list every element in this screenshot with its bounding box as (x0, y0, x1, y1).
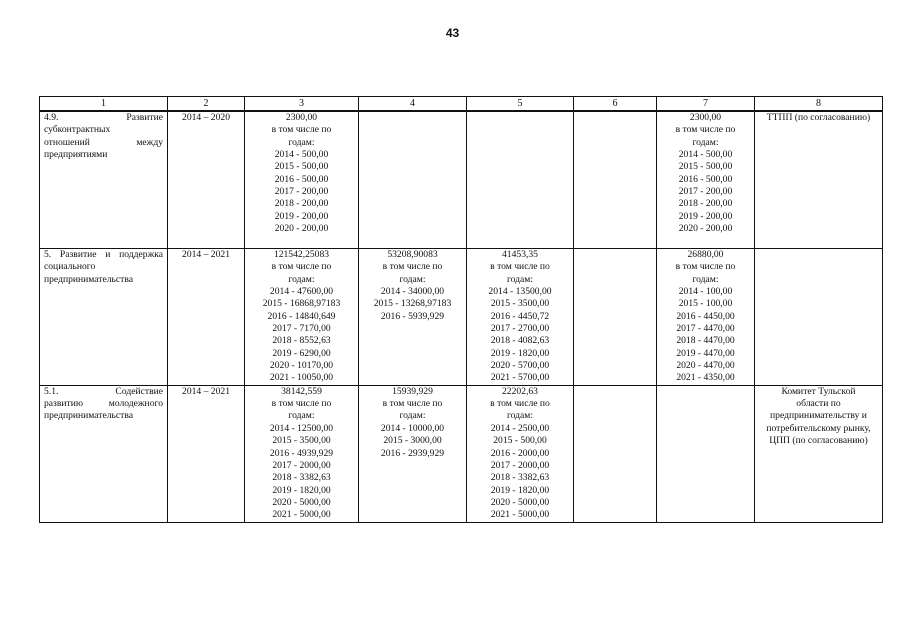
funding-line: 2015 - 500,00 (274, 161, 329, 173)
funding-line: 2019 - 200,00 (274, 210, 329, 222)
funding-line: 2021 - 10050,00 (269, 372, 334, 384)
funding-cell (245, 111, 359, 249)
executor-line: ЦПП (по согласованию) (769, 435, 868, 447)
funding-line: 2017 - 2700,00 (490, 323, 550, 335)
page-number: 43 (445, 26, 460, 40)
funding-line: в том числе по (382, 398, 443, 410)
funding-line: 2019 - 1820,00 (490, 347, 550, 359)
funding-line: в том числе по (675, 124, 736, 136)
executor-line: Комитет Тульской (781, 385, 856, 397)
funding-line: годам: (399, 410, 426, 422)
funding-cell (657, 111, 755, 249)
funding-line: 2018 - 4470,00 (676, 335, 735, 347)
executor-line: потребительскому рынку, (766, 422, 871, 434)
executor-line: предпринимательству и (770, 410, 867, 422)
funding-line: в том числе по (675, 261, 736, 273)
funding-line: 2021 - 5700,00 (490, 372, 550, 384)
activity-name-cell (40, 111, 168, 249)
funding-line: 2015 - 16868,97183 (262, 298, 341, 310)
funding-line: 2019 - 6290,00 (272, 347, 331, 359)
funding-line: годам: (506, 273, 534, 285)
funding-line: 2016 - 14840,649 (267, 310, 336, 322)
column-header: 5 (467, 97, 574, 112)
funding-cell (467, 249, 574, 386)
funding-line: 2016 - 5939,929 (380, 310, 445, 322)
funding-line: 2020 - 10170,00 (269, 360, 334, 372)
funding-line: 2016 - 4450,00 (676, 310, 735, 322)
executor-cell (755, 249, 883, 386)
funding-line: 2018 - 3382,63 (490, 472, 550, 484)
activity-name-line: предпринимательства (44, 410, 134, 422)
funding-line: в том числе по (490, 398, 550, 410)
funding-line: в том числе по (490, 261, 550, 273)
funding-line: годам: (288, 136, 315, 148)
activity-name-line: развитию молодежного (44, 398, 163, 410)
funding-line: 2014 - 2500,00 (490, 422, 550, 434)
funding-line: 2018 - 200,00 (274, 198, 329, 210)
funding-cell (657, 385, 755, 522)
funding-line: 2016 - 4450,72 (490, 310, 550, 322)
funding-cell (359, 111, 467, 249)
executor-cell (755, 111, 883, 249)
activity-name-line: 4.9. Развитие (44, 112, 163, 123)
activity-name-line: 5.1. Содействие (44, 385, 163, 397)
funding-line: 2017 - 2000,00 (490, 459, 550, 471)
funding-line: 53208,90083 (387, 249, 438, 260)
executor-line: ТТПП (по согласованию) (766, 112, 871, 123)
funding-line: 2016 - 4939,929 (269, 447, 334, 459)
funding-line: 2016 - 500,00 (678, 173, 733, 185)
activity-name-line: 5. Развитие и поддержка (44, 249, 163, 260)
funding-line: 2017 - 200,00 (678, 186, 733, 198)
funding-line: 2019 - 1820,00 (272, 484, 331, 496)
funding-line: 38142,559 (281, 385, 322, 397)
funding-line: 2020 - 200,00 (274, 223, 329, 235)
activity-name-line: предприятиями (44, 149, 108, 161)
funding-line: 2021 - 4350,00 (676, 372, 735, 384)
activity-name-line: предпринимательства (44, 273, 134, 285)
funding-line: 2021 - 5000,00 (490, 509, 550, 521)
program-table (39, 96, 883, 523)
funding-line: 2017 - 7170,00 (272, 323, 331, 335)
funding-line: 2016 - 500,00 (274, 173, 329, 185)
funding-line: 2015 - 100,00 (678, 298, 733, 310)
funding-line: 2014 - 34000,00 (380, 286, 445, 298)
funding-line: годам: (288, 410, 315, 422)
funding-line: 2020 - 200,00 (678, 223, 733, 235)
funding-line: 2021 - 5000,00 (272, 509, 331, 521)
funding-line: 2020 - 5700,00 (490, 360, 550, 372)
column-header: 1 (40, 97, 168, 112)
funding-line: 2020 - 4470,00 (676, 360, 735, 372)
period-cell: 2014 – 2021 (168, 249, 245, 386)
column-header: 8 (755, 97, 883, 112)
funding-line: 2015 - 13268,97183 (373, 298, 452, 310)
funding-line: 2014 - 500,00 (274, 149, 329, 161)
funding-line: 2300,00 (689, 112, 722, 123)
funding-line: годам: (506, 410, 534, 422)
funding-line: годам: (692, 273, 719, 285)
funding-cell (359, 249, 467, 386)
funding-cell (574, 111, 657, 249)
funding-line: 2019 - 200,00 (678, 210, 733, 222)
funding-line: 2019 - 1820,00 (490, 484, 550, 496)
funding-line: 2016 - 2939,929 (380, 447, 445, 459)
column-header: 7 (657, 97, 755, 112)
table-row (40, 111, 883, 249)
funding-line: 2014 - 10000,00 (380, 422, 445, 434)
funding-line: 22202,63 (502, 385, 538, 397)
funding-line: 2014 - 13500,00 (488, 286, 552, 298)
funding-line: 2016 - 2000,00 (490, 447, 550, 459)
funding-line: 2015 - 3500,00 (272, 435, 331, 447)
table-row (40, 249, 883, 386)
funding-line: 2014 - 100,00 (678, 286, 733, 298)
activity-name-cell (40, 249, 168, 386)
funding-line: годам: (288, 273, 315, 285)
funding-cell (359, 385, 467, 522)
column-number-row (40, 97, 883, 112)
funding-cell (467, 111, 574, 249)
column-header: 6 (574, 97, 657, 112)
column-header: 3 (245, 97, 359, 112)
funding-line: 121542,25083 (273, 249, 330, 260)
funding-line: 2017 - 4470,00 (676, 323, 735, 335)
funding-line: 2015 - 3000,00 (383, 435, 442, 447)
funding-cell (467, 385, 574, 522)
funding-line: 26880,00 (687, 249, 724, 260)
funding-line: в том числе по (271, 124, 332, 136)
funding-line: 2020 - 5000,00 (272, 496, 331, 508)
funding-line: 2020 - 5000,00 (490, 496, 550, 508)
funding-line: 2015 - 500,00 (493, 435, 547, 447)
executor-cell (755, 385, 883, 522)
funding-line: 2015 - 500,00 (678, 161, 733, 173)
funding-line: в том числе по (271, 398, 332, 410)
funding-cell (574, 385, 657, 522)
funding-cell (574, 249, 657, 386)
table-row (40, 385, 883, 522)
activity-name-line: социального (44, 261, 96, 273)
funding-line: 2019 - 4470,00 (676, 347, 735, 359)
funding-line: годам: (399, 273, 426, 285)
funding-cell (657, 249, 755, 386)
column-header: 4 (359, 97, 467, 112)
funding-line: 2018 - 8552,63 (272, 335, 331, 347)
funding-line: 2014 - 47600,00 (269, 286, 334, 298)
funding-line: 2014 - 500,00 (678, 149, 733, 161)
funding-line: 2018 - 3382,63 (272, 472, 331, 484)
funding-line: 2018 - 200,00 (678, 198, 733, 210)
funding-line: в том числе по (271, 261, 332, 273)
funding-line: 2014 - 12500,00 (269, 422, 334, 434)
funding-line: 15939,929 (392, 385, 433, 397)
activity-name-cell (40, 385, 168, 522)
funding-cell (245, 249, 359, 386)
funding-line: 2018 - 4082,63 (490, 335, 550, 347)
funding-line: 2017 - 2000,00 (272, 459, 331, 471)
period-cell: 2014 – 2020 (168, 111, 245, 249)
activity-name-line: отношений между (44, 136, 163, 148)
funding-line: 2015 - 3500,00 (490, 298, 550, 310)
funding-cell (245, 385, 359, 522)
funding-line: 41453,35 (502, 249, 538, 260)
column-header: 2 (168, 97, 245, 112)
funding-line: 2017 - 200,00 (274, 186, 329, 198)
funding-line: годам: (692, 136, 719, 148)
executor-line: области по (796, 398, 841, 410)
funding-line: 2300,00 (285, 112, 318, 123)
funding-line: в том числе по (382, 261, 443, 273)
activity-name-line: субконтрактных (44, 124, 111, 136)
period-cell: 2014 – 2021 (168, 385, 245, 522)
